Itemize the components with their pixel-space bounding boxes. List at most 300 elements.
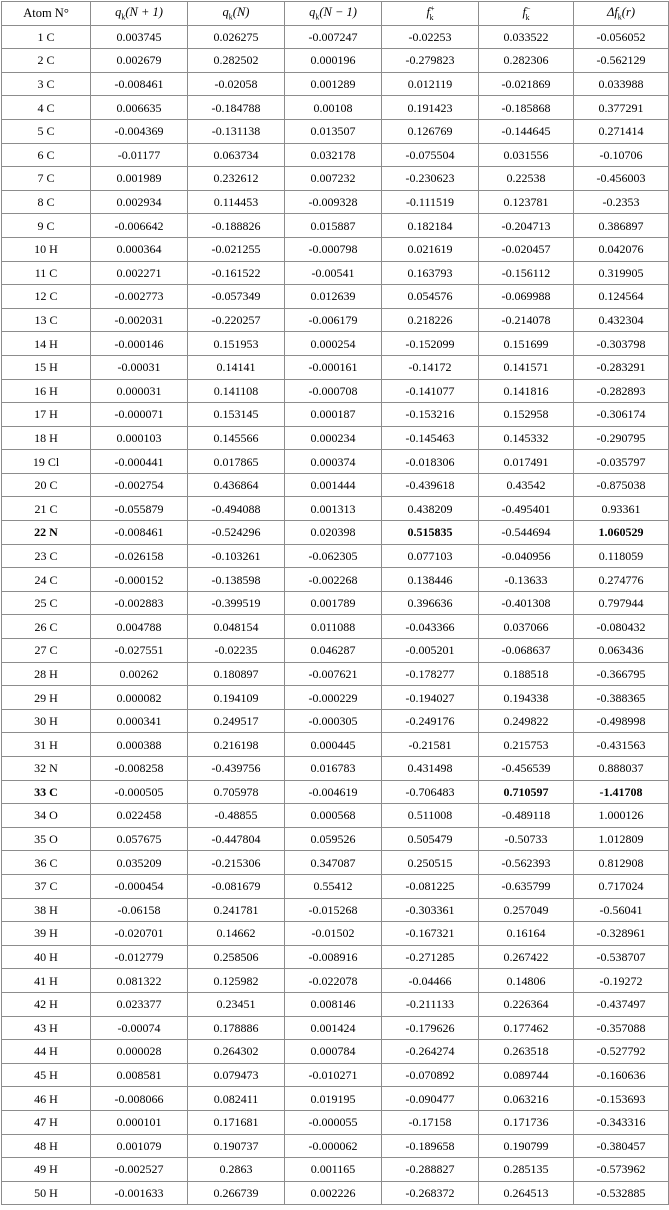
value-cell: 0.114453 bbox=[188, 190, 285, 214]
table-row bbox=[2, 450, 669, 474]
value-cell: -0.000055 bbox=[285, 1110, 382, 1134]
value-cell: 0.151699 bbox=[479, 332, 574, 356]
value-cell: 0.123781 bbox=[479, 190, 574, 214]
value-cell: 0.00262 bbox=[91, 662, 188, 686]
value-cell: 0.377291 bbox=[574, 96, 669, 120]
value-cell: -0.544694 bbox=[479, 521, 574, 545]
value-cell: 0.812908 bbox=[574, 851, 669, 875]
value-cell: -0.303798 bbox=[574, 332, 669, 356]
value-cell: -0.303361 bbox=[382, 898, 479, 922]
column-header-symbol: q bbox=[115, 4, 122, 19]
column-header-symbol: q bbox=[309, 4, 316, 19]
value-cell: 0.22538 bbox=[479, 167, 574, 191]
column-header-subscript: k bbox=[121, 12, 126, 22]
value-cell: 0.033522 bbox=[479, 25, 574, 49]
value-cell: -0.264274 bbox=[382, 1040, 479, 1064]
table-row bbox=[2, 332, 669, 356]
atom-label-cell: 25 C bbox=[2, 591, 91, 615]
table-row bbox=[2, 780, 669, 804]
value-cell: -0.103261 bbox=[188, 544, 285, 568]
table-row bbox=[2, 1087, 669, 1111]
value-cell: 0.267422 bbox=[479, 945, 574, 969]
value-cell: -0.2353 bbox=[574, 190, 669, 214]
value-cell: -0.456003 bbox=[574, 167, 669, 191]
value-cell: 0.035209 bbox=[91, 851, 188, 875]
value-cell: 0.023377 bbox=[91, 992, 188, 1016]
value-cell: 0.16164 bbox=[479, 922, 574, 946]
value-cell: -0.184788 bbox=[188, 96, 285, 120]
value-cell: -0.068637 bbox=[479, 639, 574, 663]
value-cell: 0.178886 bbox=[188, 1016, 285, 1040]
value-cell: 0.020398 bbox=[285, 521, 382, 545]
table-row bbox=[2, 214, 669, 238]
value-cell: 0.003745 bbox=[91, 25, 188, 49]
value-cell: -0.48855 bbox=[188, 804, 285, 828]
atom-label-cell: 4 C bbox=[2, 96, 91, 120]
value-cell: -0.000305 bbox=[285, 709, 382, 733]
value-cell: 0.002271 bbox=[91, 261, 188, 285]
value-cell: 0.063216 bbox=[479, 1087, 574, 1111]
value-cell: 0.000784 bbox=[285, 1040, 382, 1064]
value-cell: -0.156112 bbox=[479, 261, 574, 285]
value-cell: 0.182184 bbox=[382, 214, 479, 238]
value-cell: 0.007232 bbox=[285, 167, 382, 191]
value-cell: 0.000374 bbox=[285, 450, 382, 474]
value-cell: 0.001313 bbox=[285, 497, 382, 521]
table-row bbox=[2, 992, 669, 1016]
value-cell: 0.263518 bbox=[479, 1040, 574, 1064]
value-cell: -0.081679 bbox=[188, 874, 285, 898]
value-cell: 0.396636 bbox=[382, 591, 479, 615]
atom-label-cell: 22 N bbox=[2, 521, 91, 545]
header-row bbox=[2, 2, 669, 26]
value-cell: 0.171736 bbox=[479, 1110, 574, 1134]
table-row bbox=[2, 1016, 669, 1040]
column-header-symbol: q bbox=[222, 4, 229, 19]
value-cell: 0.012639 bbox=[285, 285, 382, 309]
atom-label-cell: 17 H bbox=[2, 403, 91, 427]
atom-label-cell: 21 C bbox=[2, 497, 91, 521]
value-cell: -0.027551 bbox=[91, 639, 188, 663]
value-cell: -0.279823 bbox=[382, 49, 479, 73]
table-row bbox=[2, 426, 669, 450]
value-cell: -0.00541 bbox=[285, 261, 382, 285]
column-header-4 bbox=[382, 2, 479, 26]
table-row bbox=[2, 733, 669, 757]
value-cell: 0.151953 bbox=[188, 332, 285, 356]
value-cell: 0.194338 bbox=[479, 686, 574, 710]
atom-label-cell: 28 H bbox=[2, 662, 91, 686]
value-cell: -0.070892 bbox=[382, 1063, 479, 1087]
value-cell: 0.250515 bbox=[382, 851, 479, 875]
value-cell: -0.007247 bbox=[285, 25, 382, 49]
value-cell: 0.258506 bbox=[188, 945, 285, 969]
value-cell: 0.054576 bbox=[382, 285, 479, 309]
value-cell: -0.388365 bbox=[574, 686, 669, 710]
column-header-6 bbox=[574, 2, 669, 26]
value-cell: -0.008916 bbox=[285, 945, 382, 969]
value-cell: 1.012809 bbox=[574, 827, 669, 851]
value-cell: -0.153693 bbox=[574, 1087, 669, 1111]
value-cell: 0.191423 bbox=[382, 96, 479, 120]
value-cell: -0.062305 bbox=[285, 544, 382, 568]
value-cell: -0.000062 bbox=[285, 1134, 382, 1158]
atom-label-cell: 29 H bbox=[2, 686, 91, 710]
column-header-subscript: k bbox=[525, 12, 530, 22]
value-cell: -0.015268 bbox=[285, 898, 382, 922]
column-header-argument: (N + 1) bbox=[125, 4, 163, 19]
column-header-symbol: Δf bbox=[606, 4, 618, 19]
value-cell: -0.000071 bbox=[91, 403, 188, 427]
value-cell: 0.033988 bbox=[574, 72, 669, 96]
value-cell: 0.271414 bbox=[574, 119, 669, 143]
value-cell: 0.93361 bbox=[574, 497, 669, 521]
value-cell: 0.126769 bbox=[382, 119, 479, 143]
table-row bbox=[2, 827, 669, 851]
value-cell: -0.439756 bbox=[188, 757, 285, 781]
atom-label-cell: 7 C bbox=[2, 167, 91, 191]
atom-label-cell: 13 C bbox=[2, 308, 91, 332]
column-header-argument: (r) bbox=[621, 4, 635, 19]
value-cell: -0.178277 bbox=[382, 662, 479, 686]
value-cell: -0.008258 bbox=[91, 757, 188, 781]
value-cell: -0.043366 bbox=[382, 615, 479, 639]
value-cell: -0.268372 bbox=[382, 1181, 479, 1205]
value-cell: -0.439618 bbox=[382, 473, 479, 497]
value-cell: 0.017491 bbox=[479, 450, 574, 474]
value-cell: -0.004369 bbox=[91, 119, 188, 143]
atom-label-cell: 3 C bbox=[2, 72, 91, 96]
value-cell: 0.55412 bbox=[285, 874, 382, 898]
value-cell: -0.145463 bbox=[382, 426, 479, 450]
atom-label-cell: 19 Cl bbox=[2, 450, 91, 474]
table-row bbox=[2, 1040, 669, 1064]
value-cell: 0.081322 bbox=[91, 969, 188, 993]
value-cell: -0.000146 bbox=[91, 332, 188, 356]
value-cell: 0.431498 bbox=[382, 757, 479, 781]
value-cell: -0.020457 bbox=[479, 237, 574, 261]
value-cell: -0.000454 bbox=[91, 874, 188, 898]
value-cell: -0.271285 bbox=[382, 945, 479, 969]
value-cell: 0.000082 bbox=[91, 686, 188, 710]
value-cell: 0.011088 bbox=[285, 615, 382, 639]
value-cell: 0.000234 bbox=[285, 426, 382, 450]
atom-label-cell: 35 O bbox=[2, 827, 91, 851]
value-cell: -0.04466 bbox=[382, 969, 479, 993]
value-cell: 0.037066 bbox=[479, 615, 574, 639]
atom-label-cell: 10 H bbox=[2, 237, 91, 261]
value-cell: -0.000441 bbox=[91, 450, 188, 474]
value-cell: -0.401308 bbox=[479, 591, 574, 615]
value-cell: -0.495401 bbox=[479, 497, 574, 521]
value-cell: 0.002226 bbox=[285, 1181, 382, 1205]
value-cell: -0.431563 bbox=[574, 733, 669, 757]
value-cell: 0.042076 bbox=[574, 237, 669, 261]
value-cell: 0.077103 bbox=[382, 544, 479, 568]
value-cell: 0.008146 bbox=[285, 992, 382, 1016]
value-cell: -0.005201 bbox=[382, 639, 479, 663]
value-cell: 0.888037 bbox=[574, 757, 669, 781]
value-cell: -0.573962 bbox=[574, 1158, 669, 1182]
value-cell: -0.002268 bbox=[285, 568, 382, 592]
value-cell: -0.283291 bbox=[574, 355, 669, 379]
atom-label-cell: 8 C bbox=[2, 190, 91, 214]
value-cell: -0.080432 bbox=[574, 615, 669, 639]
value-cell: 0.163793 bbox=[382, 261, 479, 285]
value-cell: 0.001289 bbox=[285, 72, 382, 96]
value-cell: -0.194027 bbox=[382, 686, 479, 710]
value-cell: -0.138598 bbox=[188, 568, 285, 592]
value-cell: -0.562393 bbox=[479, 851, 574, 875]
value-cell: -0.152099 bbox=[382, 332, 479, 356]
value-cell: -0.167321 bbox=[382, 922, 479, 946]
value-cell: 0.218226 bbox=[382, 308, 479, 332]
table-row bbox=[2, 686, 669, 710]
value-cell: -0.141077 bbox=[382, 379, 479, 403]
atom-label-cell: 1 C bbox=[2, 25, 91, 49]
value-cell: 0.026275 bbox=[188, 25, 285, 49]
value-cell: -0.447804 bbox=[188, 827, 285, 851]
value-cell: 0.266739 bbox=[188, 1181, 285, 1205]
value-cell: -0.040956 bbox=[479, 544, 574, 568]
value-cell: 0.386897 bbox=[574, 214, 669, 238]
value-cell: -0.13633 bbox=[479, 568, 574, 592]
value-cell: 0.000187 bbox=[285, 403, 382, 427]
value-cell: 0.022458 bbox=[91, 804, 188, 828]
value-cell: -0.01177 bbox=[91, 143, 188, 167]
value-cell: 0.015887 bbox=[285, 214, 382, 238]
table-row bbox=[2, 1134, 669, 1158]
value-cell: -0.004619 bbox=[285, 780, 382, 804]
value-cell: -0.380457 bbox=[574, 1134, 669, 1158]
value-cell: 0.515835 bbox=[382, 521, 479, 545]
value-cell: -0.204713 bbox=[479, 214, 574, 238]
value-cell: -0.706483 bbox=[382, 780, 479, 804]
table-row bbox=[2, 1158, 669, 1182]
value-cell: 0.006635 bbox=[91, 96, 188, 120]
column-header-argument: (N) bbox=[232, 4, 250, 19]
value-cell: 0.000196 bbox=[285, 49, 382, 73]
table-row bbox=[2, 355, 669, 379]
atom-label-cell: 6 C bbox=[2, 143, 91, 167]
value-cell: 0.000028 bbox=[91, 1040, 188, 1064]
value-cell: -0.002527 bbox=[91, 1158, 188, 1182]
value-cell: -0.288827 bbox=[382, 1158, 479, 1182]
value-cell: -0.00074 bbox=[91, 1016, 188, 1040]
atom-label-cell: 18 H bbox=[2, 426, 91, 450]
value-cell: -0.008066 bbox=[91, 1087, 188, 1111]
atom-label-cell: 15 H bbox=[2, 355, 91, 379]
value-cell: 0.717024 bbox=[574, 874, 669, 898]
value-cell: 0.190737 bbox=[188, 1134, 285, 1158]
column-header-5 bbox=[479, 2, 574, 26]
atom-label-cell: 32 N bbox=[2, 757, 91, 781]
table-row bbox=[2, 167, 669, 191]
value-cell: -0.249176 bbox=[382, 709, 479, 733]
value-cell: -0.009328 bbox=[285, 190, 382, 214]
value-cell: 0.000341 bbox=[91, 709, 188, 733]
value-cell: -0.282893 bbox=[574, 379, 669, 403]
value-cell: 0.177462 bbox=[479, 1016, 574, 1040]
atom-label-cell: 47 H bbox=[2, 1110, 91, 1134]
value-cell: -0.635799 bbox=[479, 874, 574, 898]
value-cell: 0.019195 bbox=[285, 1087, 382, 1111]
column-header-subscript: k bbox=[315, 12, 320, 22]
value-cell: -0.057349 bbox=[188, 285, 285, 309]
atom-label-cell: 2 C bbox=[2, 49, 91, 73]
table-row bbox=[2, 96, 669, 120]
value-cell: 0.153145 bbox=[188, 403, 285, 427]
value-cell: 0.057675 bbox=[91, 827, 188, 851]
value-cell: 0.000388 bbox=[91, 733, 188, 757]
value-cell: 0.194109 bbox=[188, 686, 285, 710]
atom-label-cell: 23 C bbox=[2, 544, 91, 568]
atom-label-cell: 40 H bbox=[2, 945, 91, 969]
atom-label-cell: 39 H bbox=[2, 922, 91, 946]
value-cell: -0.021255 bbox=[188, 237, 285, 261]
value-cell: 1.060529 bbox=[574, 521, 669, 545]
value-cell: 0.013507 bbox=[285, 119, 382, 143]
value-cell: -0.160636 bbox=[574, 1063, 669, 1087]
table-row bbox=[2, 403, 669, 427]
value-cell: -0.21581 bbox=[382, 733, 479, 757]
value-cell: -0.02058 bbox=[188, 72, 285, 96]
value-cell: -0.56041 bbox=[574, 898, 669, 922]
table-row bbox=[2, 1181, 669, 1205]
value-cell: -0.290795 bbox=[574, 426, 669, 450]
atom-label-cell: 41 H bbox=[2, 969, 91, 993]
value-cell: -0.875038 bbox=[574, 473, 669, 497]
value-cell: 0.216198 bbox=[188, 733, 285, 757]
atom-label-cell: 26 C bbox=[2, 615, 91, 639]
atom-label-cell: 14 H bbox=[2, 332, 91, 356]
value-cell: -0.021869 bbox=[479, 72, 574, 96]
value-cell: -0.06158 bbox=[91, 898, 188, 922]
value-cell: -0.306174 bbox=[574, 403, 669, 427]
table-row bbox=[2, 285, 669, 309]
table-row bbox=[2, 379, 669, 403]
value-cell: -0.081225 bbox=[382, 874, 479, 898]
value-cell: 0.432304 bbox=[574, 308, 669, 332]
value-cell: -0.179626 bbox=[382, 1016, 479, 1040]
value-cell: 0.282306 bbox=[479, 49, 574, 73]
value-cell: -0.10706 bbox=[574, 143, 669, 167]
value-cell: -0.01502 bbox=[285, 922, 382, 946]
value-cell: 0.249822 bbox=[479, 709, 574, 733]
table-row bbox=[2, 25, 669, 49]
column-header-symbol: f bbox=[522, 5, 526, 20]
value-cell: 0.23451 bbox=[188, 992, 285, 1016]
value-cell: 0.001079 bbox=[91, 1134, 188, 1158]
value-cell: 0.046287 bbox=[285, 639, 382, 663]
atom-label-cell: 48 H bbox=[2, 1134, 91, 1158]
value-cell: -0.562129 bbox=[574, 49, 669, 73]
value-cell: -1.41708 bbox=[574, 780, 669, 804]
value-cell: 0.285135 bbox=[479, 1158, 574, 1182]
value-cell: 0.797944 bbox=[574, 591, 669, 615]
value-cell: 0.021619 bbox=[382, 237, 479, 261]
atom-label-cell: 38 H bbox=[2, 898, 91, 922]
value-cell: 0.000568 bbox=[285, 804, 382, 828]
value-cell: 0.438209 bbox=[382, 497, 479, 521]
value-cell: 0.002679 bbox=[91, 49, 188, 73]
value-cell: 0.282502 bbox=[188, 49, 285, 73]
value-cell: -0.006179 bbox=[285, 308, 382, 332]
atom-label-cell: 27 C bbox=[2, 639, 91, 663]
value-cell: -0.018306 bbox=[382, 450, 479, 474]
table-row bbox=[2, 969, 669, 993]
value-cell: -0.527792 bbox=[574, 1040, 669, 1064]
table-row bbox=[2, 804, 669, 828]
value-cell: -0.008461 bbox=[91, 72, 188, 96]
value-cell: 0.00108 bbox=[285, 96, 382, 120]
column-header-superscript: − bbox=[525, 3, 531, 13]
table-row bbox=[2, 568, 669, 592]
value-cell: -0.000161 bbox=[285, 355, 382, 379]
value-cell: 0.016783 bbox=[285, 757, 382, 781]
value-cell: -0.498998 bbox=[574, 709, 669, 733]
value-cell: 0.000101 bbox=[91, 1110, 188, 1134]
table-row bbox=[2, 851, 669, 875]
value-cell: 0.188518 bbox=[479, 662, 574, 686]
value-cell: -0.055879 bbox=[91, 497, 188, 521]
value-cell: -0.026158 bbox=[91, 544, 188, 568]
value-cell: -0.456539 bbox=[479, 757, 574, 781]
value-cell: -0.010271 bbox=[285, 1063, 382, 1087]
value-cell: 0.089744 bbox=[479, 1063, 574, 1087]
value-cell: -0.000229 bbox=[285, 686, 382, 710]
column-header-1 bbox=[91, 2, 188, 26]
value-cell: 0.063734 bbox=[188, 143, 285, 167]
value-cell: 0.190799 bbox=[479, 1134, 574, 1158]
value-cell: -0.000152 bbox=[91, 568, 188, 592]
table-row bbox=[2, 261, 669, 285]
value-cell: 0.215753 bbox=[479, 733, 574, 757]
value-cell: 0.118059 bbox=[574, 544, 669, 568]
value-cell: -0.214078 bbox=[479, 308, 574, 332]
column-header-3 bbox=[285, 2, 382, 26]
value-cell: 0.249517 bbox=[188, 709, 285, 733]
table-row bbox=[2, 1110, 669, 1134]
value-cell: 0.232612 bbox=[188, 167, 285, 191]
value-cell: -0.000798 bbox=[285, 237, 382, 261]
value-cell: -0.524296 bbox=[188, 521, 285, 545]
value-cell: 0.082411 bbox=[188, 1087, 285, 1111]
column-header-subscript: k bbox=[617, 12, 622, 22]
atom-label-cell: 12 C bbox=[2, 285, 91, 309]
atom-label-cell: 34 O bbox=[2, 804, 91, 828]
value-cell: -0.14172 bbox=[382, 355, 479, 379]
value-cell: -0.17158 bbox=[382, 1110, 479, 1134]
value-cell: 0.347087 bbox=[285, 851, 382, 875]
column-header-subscript: k bbox=[429, 12, 434, 22]
table-row bbox=[2, 945, 669, 969]
value-cell: 0.511008 bbox=[382, 804, 479, 828]
value-cell: 0.141816 bbox=[479, 379, 574, 403]
table-row bbox=[2, 544, 669, 568]
table-row bbox=[2, 308, 669, 332]
value-cell: -0.056052 bbox=[574, 25, 669, 49]
value-cell: -0.02253 bbox=[382, 25, 479, 49]
value-cell: 0.171681 bbox=[188, 1110, 285, 1134]
table-row bbox=[2, 143, 669, 167]
table-row bbox=[2, 49, 669, 73]
value-cell: -0.437497 bbox=[574, 992, 669, 1016]
value-cell: 0.14141 bbox=[188, 355, 285, 379]
atom-label-cell: 44 H bbox=[2, 1040, 91, 1064]
value-cell: -0.002883 bbox=[91, 591, 188, 615]
value-cell: 0.001165 bbox=[285, 1158, 382, 1182]
